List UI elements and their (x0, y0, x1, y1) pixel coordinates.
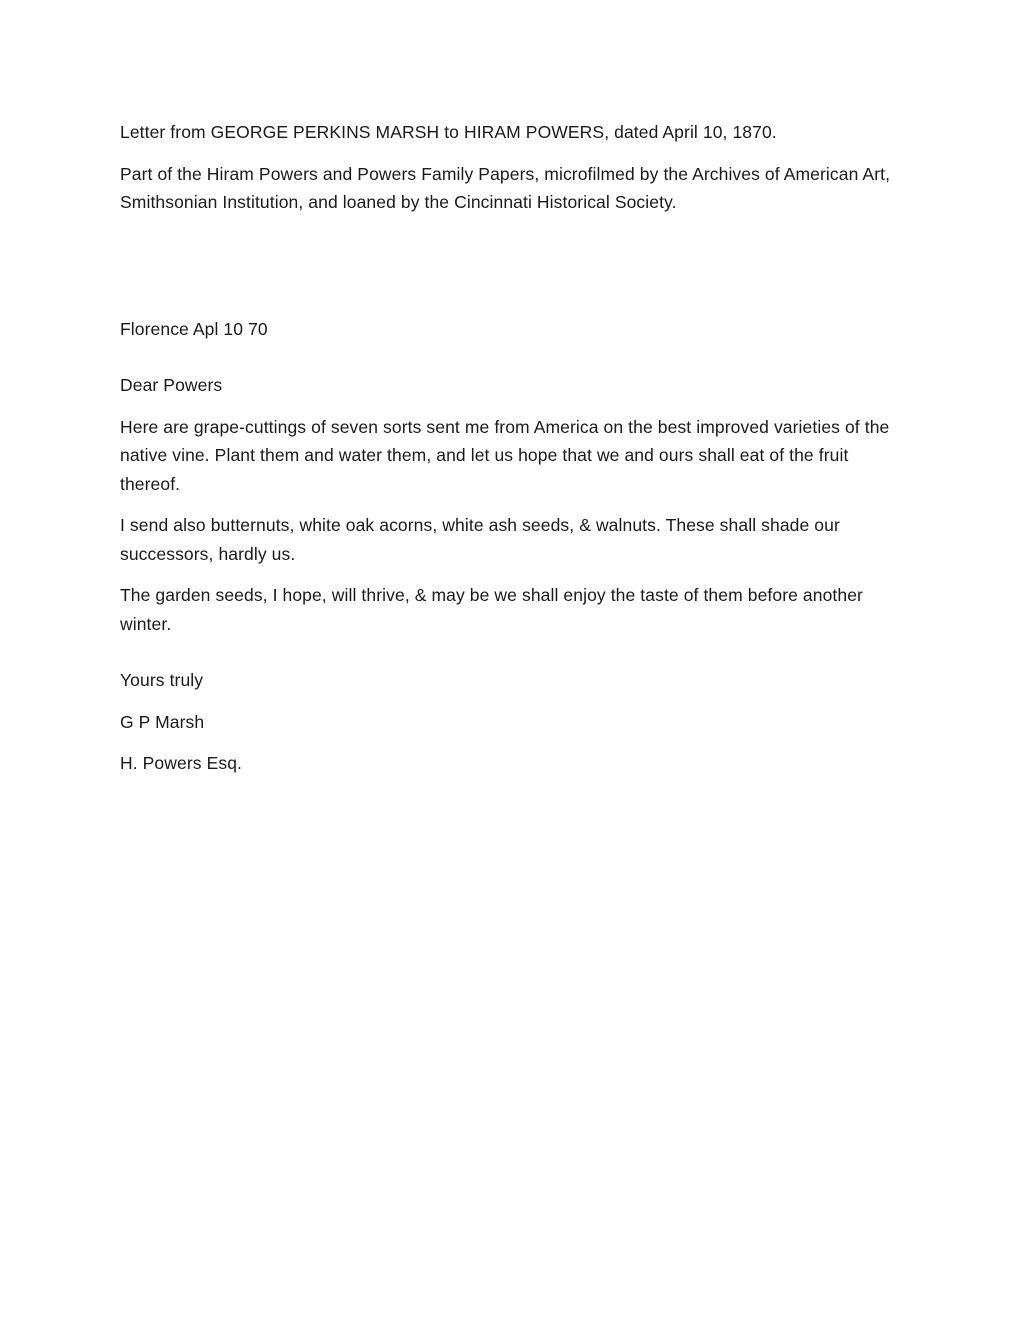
letter-addressee: H. Powers Esq. (120, 753, 242, 773)
letter-paragraph: The garden seeds, I hope, will thrive, & may be we shall enjoy the taste of them before another winter. (120, 585, 863, 634)
source-note: Part of the Hiram Powers and Powers Family Papers, microfilmed by the Archives of American Art, Smithsonian Institution, and loaned by the Cincinnati Historical Society. (120, 163, 891, 212)
letter-place-date: Florence Apl 10 70 (120, 318, 268, 339)
letter-paragraph: Here are grape-cuttings of seven sorts sent me from America on the best improved varieties of the native vine. Plant them and water them, and let us hope that we and ours shall eat of the fruit thereof. (120, 416, 890, 494)
document-title-line: Letter from GEORGE PERKINS MARSH to HIRAM POWERS, dated April 10, 1870. (120, 122, 777, 142)
letter-signature: G P Marsh (120, 711, 205, 732)
letter-paragraph: I send also butternuts, white oak acorns, white ash seeds, & walnuts. These shall shade our successors, hardly us. (120, 515, 840, 564)
letter-salutation: Dear Powers (120, 375, 223, 395)
document-page (120, 118, 900, 791)
letter-closing: Yours truly (120, 670, 204, 690)
